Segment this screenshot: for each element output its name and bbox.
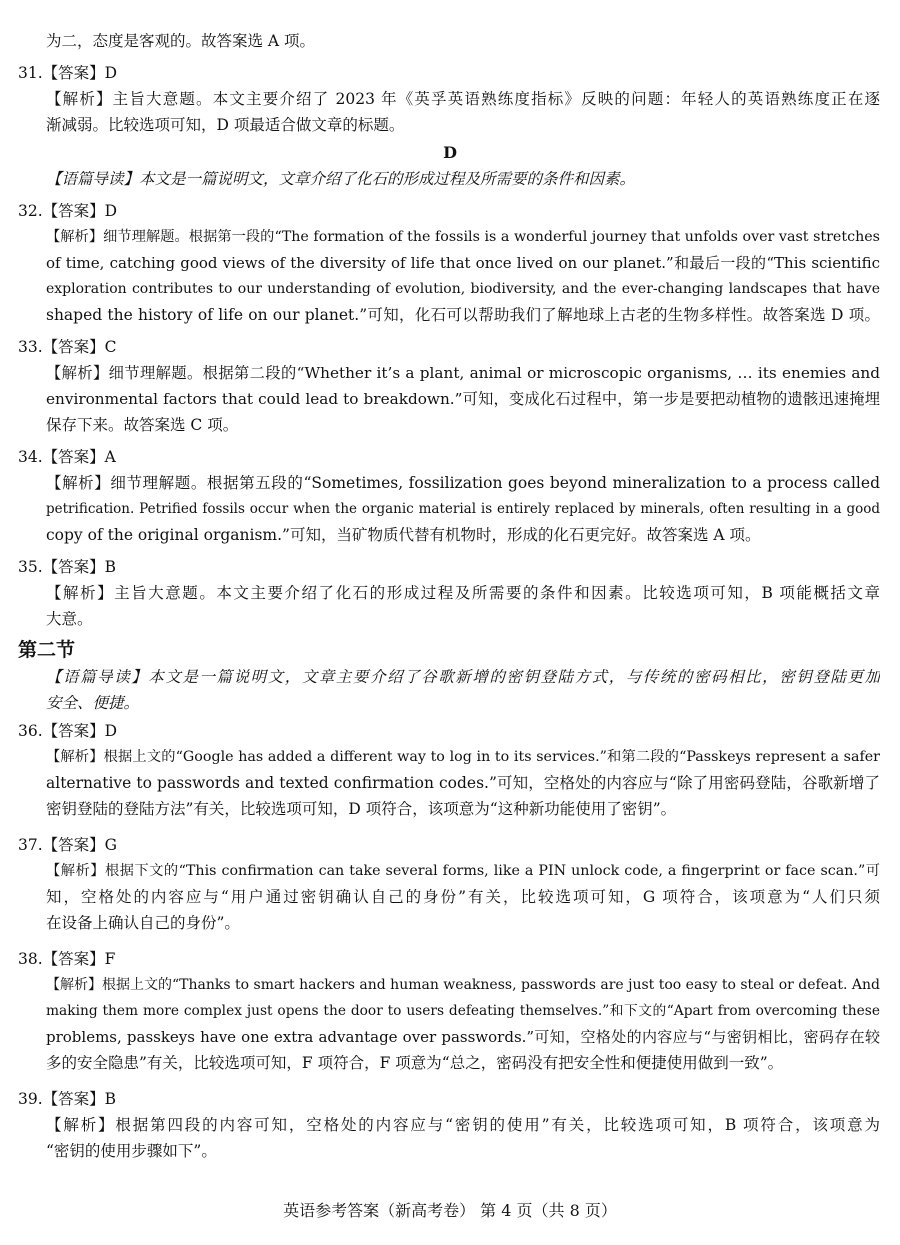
q31-answer: 31.【答案】D xyxy=(18,64,118,82)
q34-answer: 34.【答案】A xyxy=(18,448,116,466)
q31-analysis-line-1: 【解析】主旨大意题。本文主要介绍了 2023 年《英孚英语熟练度指标》反映的问题：年轻人的英语熟练度正在逐 xyxy=(46,90,880,108)
section-d-guide: 【语篇导读】本文是一篇说明文，文章介绍了化石的形成过程及所需要的条件和因素。 xyxy=(46,170,636,188)
q35-analysis-line-2: 大意。 xyxy=(46,610,93,628)
q38-analysis-line-3: problems, passkeys have one extra advantage over passwords.”可知，空格处的内容应与“与密钥相比，密码存在较 xyxy=(46,1028,880,1046)
q33-analysis-line-2: environmental factors that could lead to breakdown.”可知，变成化石过程中，第一步是要把动植物的遗骸迅速掩埋 xyxy=(46,390,880,408)
section-2-heading: 第二节 xyxy=(18,639,76,661)
q38-answer: 38.【答案】F xyxy=(18,950,116,968)
q36-analysis-line-2: alternative to passwords and texted confirmation codes.”可知，空格处的内容应与“除了用密码登陆，谷歌新增了 xyxy=(46,774,880,792)
q36-answer: 36.【答案】D xyxy=(18,722,118,740)
section-d-label: D xyxy=(443,143,457,162)
q38-analysis-line-1: 【解析】根据上文的“Thanks to smart hackers and human weakness, passwords are just too easy to steal or defeat. And xyxy=(46,977,880,993)
q35-answer: 35.【答案】B xyxy=(18,558,117,576)
q39-answer: 39.【答案】B xyxy=(18,1090,117,1108)
q37-answer: 37.【答案】G xyxy=(18,836,118,854)
q32-answer: 32.【答案】D xyxy=(18,202,118,220)
q32-analysis-line-2: of time, catching good views of the diversity of life that once lived on our planet.”和最后一段的“This scientific xyxy=(46,254,880,272)
q32-analysis-line-3: exploration contributes to our understanding of evolution, biodiversity, and the ever-changing landscapes that have xyxy=(46,281,880,297)
q39-analysis-line-1: 【解析】根据第四段的内容可知，空格处的内容应与“密钥的使用”有关，比较选项可知，B 项符合，该项意为 xyxy=(46,1116,880,1134)
page-footer: 英语参考答案（新高考卷） 第 4 页（共 8 页） xyxy=(283,1201,617,1220)
q38-analysis-line-4: 多的安全隐患”有关，比较选项可知，F 项符合，F 项意为“总之，密码没有把安全性和便捷使用做到一致”。 xyxy=(46,1054,784,1072)
q31-analysis-line-2: 渐减弱。比较选项可知，D 项最适合做文章的标题。 xyxy=(46,116,405,134)
q36-analysis-line-1: 【解析】根据上文的“Google has added a different way to log in to its services.”和第二段的“Passkeys represent a safer xyxy=(46,749,880,765)
section-2-guide-line-1: 【语篇导读】本文是一篇说明文，文章主要介绍了谷歌新增的密钥登陆方式，与传统的密码相比，密钥登陆更加 xyxy=(46,668,880,686)
q34-analysis-line-2: petrification. Petrified fossils occur when the organic material is entirely replaced by minerals, often resulting in a good xyxy=(46,501,880,517)
q33-analysis-line-1: 【解析】细节理解题。根据第二段的“Whether it’s a plant, animal or microscopic organisms, … its enemies and xyxy=(46,364,880,382)
q34-analysis-line-3: copy of the original organism.”可知，当矿物质代替有机物时，形成的化石更完好。故答案选 A 项。 xyxy=(46,526,761,544)
q37-analysis-line-1: 【解析】根据下文的“This confirmation can take several forms, like a PIN unlock code, a fingerprint or face scan.”可 xyxy=(46,863,880,879)
q35-analysis-line-1: 【解析】主旨大意题。本文主要介绍了化石的形成过程及所需要的条件和因素。比较选项可知，B 项能概括文章 xyxy=(46,584,880,602)
q33-answer: 33.【答案】C xyxy=(18,338,117,356)
q33-analysis-line-3: 保存下来。故答案选 C 项。 xyxy=(46,416,239,434)
q37-analysis-line-2: 知，空格处的内容应与“用户通过密钥确认自己的身份”有关，比较选项可知，G 项符合，该项意为“人们只须 xyxy=(46,888,880,906)
q38-analysis-line-2: making them more complex just opens the door to users defeating themselves.”和下文的“Apart from overcoming these xyxy=(46,1003,880,1019)
q32-analysis-line-4: shaped the history of life on our planet.”可知，化石可以帮助我们了解地球上古老的生物多样性。故答案选 D 项。 xyxy=(46,306,880,324)
q34-analysis-line-1: 【解析】细节理解题。根据第五段的“Sometimes, fossilization goes beyond mineralization to a process called xyxy=(46,474,880,492)
continued-line: 为二，态度是客观的。故答案选 A 项。 xyxy=(46,32,316,50)
q37-analysis-line-3: 在设备上确认自己的身份”。 xyxy=(46,914,240,932)
q32-analysis-line-1: 【解析】细节理解题。根据第一段的“The formation of the fossils is a wonderful journey that unfolds over vast stretches xyxy=(46,229,880,245)
section-2-guide-line-2: 安全、便捷。 xyxy=(46,694,140,712)
q39-analysis-line-2: “密钥的使用步骤如下”。 xyxy=(46,1142,217,1160)
q36-analysis-line-3: 密钥登陆的登陆方法”有关，比较选项可知，D 项符合，该项意为“这种新功能使用了密钥”。 xyxy=(46,800,677,818)
